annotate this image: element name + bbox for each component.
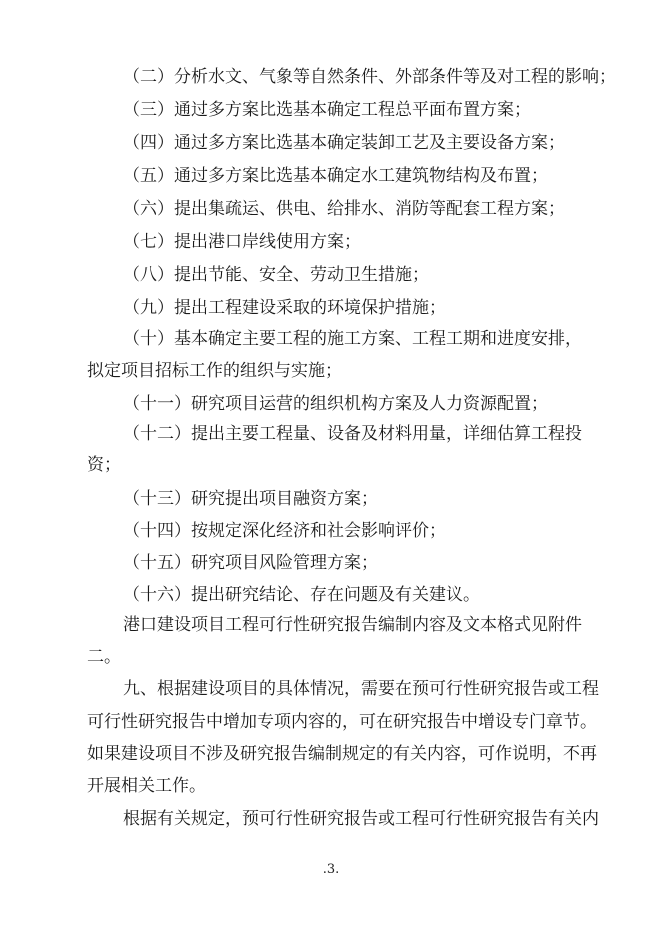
text-line: （七）提出港口岸线使用方案； [123, 232, 361, 252]
text-line: 九、根据建设项目的具体情况，需要在预可行性研究报告或工程 [123, 679, 599, 699]
text-line: （八）提出节能、安全、劳动卫生措施； [123, 265, 429, 285]
text-line: 如果建设项目不涉及研究报告编制规定的有关内容，可作说明，不再 [87, 744, 597, 764]
text-line: （三）通过多方案比选基本确定工程总平面布置方案； [123, 100, 531, 120]
text-line: 根据有关规定，预可行性研究报告或工程可行性研究报告有关内 [123, 809, 599, 829]
text-line: （十一）研究项目运营的组织机构方案及人力资源配置； [123, 394, 548, 414]
text-line: （十二）提出主要工程量、设备及材料用量，详细估算工程投 [123, 424, 582, 444]
text-line: （九）提出工程建设采取的环境保护措施； [123, 298, 446, 318]
text-line: 开展相关工作。 [87, 776, 206, 796]
text-line: （十三）研究提出项目融资方案； [123, 489, 378, 509]
text-line: （二）分析水文、气象等自然条件、外部条件等及对工程的影响； [123, 67, 616, 87]
text-line: （十六）提出研究结论、存在问题及有关建议。 [123, 585, 480, 605]
text-line: （五）通过多方案比选基本确定水工建筑物结构及布置； [123, 166, 548, 186]
text-line: 二。 [87, 647, 121, 667]
text-line: 港口建设项目工程可行性研究报告编制内容及文本格式见附件 [123, 615, 582, 635]
text-line: 资； [87, 455, 121, 475]
text-line: 拟定项目招标工作的组织与实施； [87, 361, 342, 381]
text-line: （十五）研究项目风险管理方案； [123, 553, 378, 573]
text-line: （十四）按规定深化经济和社会影响评价； [123, 521, 446, 541]
text-line: （四）通过多方案比选基本确定装卸工艺及主要设备方案； [123, 133, 565, 153]
text-line: （六）提出集疏运、供电、给排水、消防等配套工程方案； [123, 199, 565, 219]
page-number: .3. [322, 862, 340, 877]
text-line: 可行性研究报告中增加专项内容的，可在研究报告中增设专门章节。 [87, 712, 597, 732]
text-line: （十）基本确定主要工程的施工方案、工程工期和进度安排， [123, 329, 582, 349]
